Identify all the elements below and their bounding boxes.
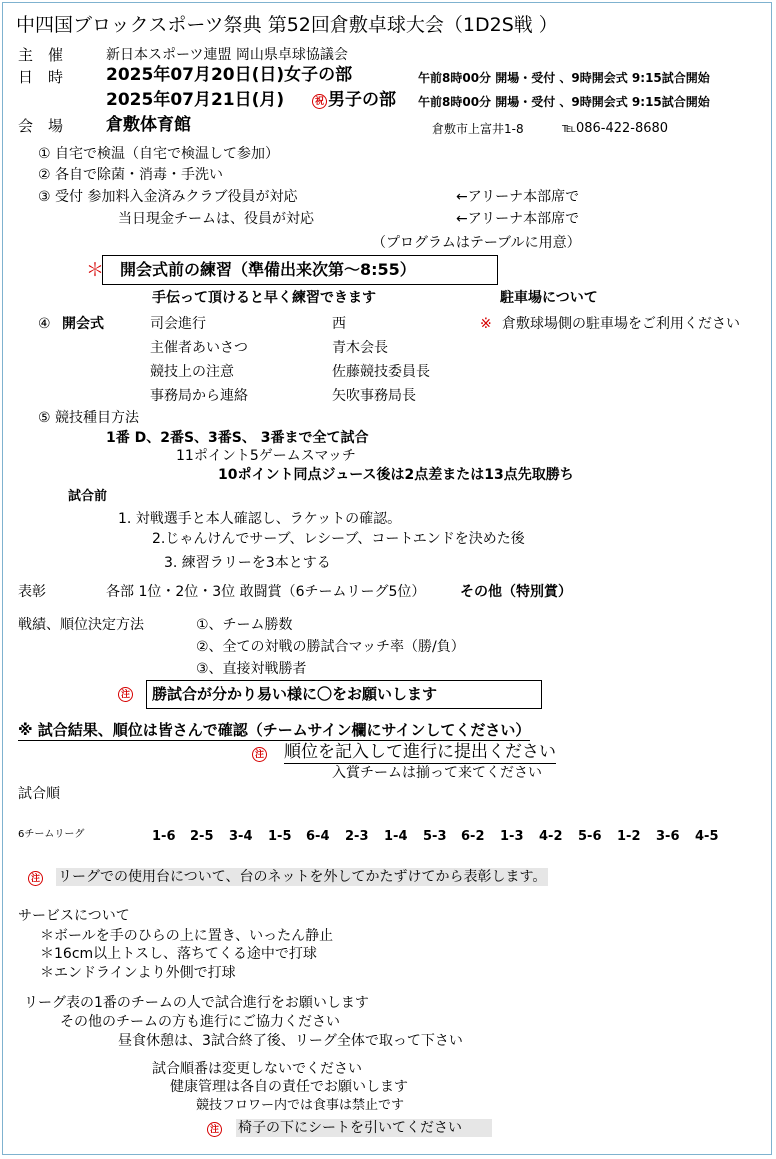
submit-note-text: 順位を記入して進行に提出ください bbox=[284, 742, 556, 762]
step-reception-note: ←アリーナ本部席で bbox=[456, 189, 580, 205]
match-order: 2-3 bbox=[345, 829, 369, 844]
ceremony-role: 司会進行 bbox=[150, 316, 206, 332]
ranking-1: ①、チーム勝数 bbox=[196, 617, 293, 633]
prematch-title: 試合前 bbox=[68, 489, 108, 504]
league-note-1: リーグ表の1番のチームの人で試合進行をお願いします bbox=[24, 995, 369, 1011]
match-order: 4-2 bbox=[539, 829, 563, 844]
prematch-step3: 3. 練習ラリーを3本とする bbox=[164, 555, 331, 571]
date-label: 日 時 bbox=[18, 68, 64, 86]
date-mens-time: 午前8時00分 開場・受付 、9時開会式 9:15試合開始 bbox=[418, 95, 710, 109]
note-icon: 注 bbox=[28, 871, 43, 886]
final-note: 競技フロワー内では食事は禁止です bbox=[196, 1098, 405, 1113]
asterisk-icon: ＊ bbox=[86, 260, 104, 281]
step-temperature: ① 自宅で検温（自宅で検温して参加） bbox=[38, 146, 279, 162]
award-label: 表彰 bbox=[18, 584, 46, 600]
ceremony-label: 開会式 bbox=[62, 316, 104, 332]
submit-note bbox=[284, 744, 556, 761]
match-order: 2-5 bbox=[190, 829, 214, 844]
date-womens: 2025年07月20日(日)女子の部 bbox=[106, 65, 353, 85]
method-line2: 11ポイント5ゲームスマッチ bbox=[176, 448, 356, 464]
match-order: 6-2 bbox=[461, 829, 485, 844]
match-order: 1-4 bbox=[384, 829, 408, 844]
match-order: 5-6 bbox=[578, 829, 602, 844]
results-note bbox=[18, 723, 530, 738]
serve-rule: ＊エンドラインより外側で打球 bbox=[40, 965, 236, 981]
final-note-seat: 椅子の下にシートを引いてください bbox=[236, 1119, 492, 1137]
match-order: 3-4 bbox=[229, 829, 253, 844]
ceremony-person: 西 bbox=[332, 316, 346, 332]
match-order: 1-3 bbox=[500, 829, 524, 844]
final-note: 健康管理は各自の責任でお願いします bbox=[170, 1079, 408, 1095]
winner-note: 入賞チームは揃って来てください bbox=[332, 765, 542, 781]
league-label: 6チームリーグ bbox=[18, 829, 85, 840]
match-order: 3-6 bbox=[656, 829, 680, 844]
step-cash: 当日現金チームは、役員が対応 bbox=[118, 211, 314, 227]
prematch-step1: 1. 対戦選手と本人確認し、ラケットの確認。 bbox=[118, 511, 402, 527]
ceremony-person: 佐藤競技委員長 bbox=[332, 364, 430, 380]
practice-text: 開会式前の練習（準備出来次第～8:55） bbox=[120, 260, 416, 279]
ceremony-role: 主催者あいさつ bbox=[150, 340, 248, 356]
match-order: 1-5 bbox=[268, 829, 292, 844]
step-reception: ③ 受付 参加料入金済みクラブ役員が対応 bbox=[38, 189, 298, 205]
venue-tel: ℡086-422-8680 bbox=[562, 121, 669, 136]
parking-title: 駐車場について bbox=[500, 290, 598, 306]
match-order: 5-3 bbox=[423, 829, 447, 844]
match-order: 6-4 bbox=[306, 829, 330, 844]
organizer: 新日本スポーツ連盟 岡山県卓球協議会 bbox=[106, 47, 348, 63]
serve-title: サービスについて bbox=[18, 908, 130, 924]
lunch-note: 昼食休憩は、3試合終了後、リーグ全体で取って下さい bbox=[118, 1033, 463, 1049]
step-cash-note: ←アリーナ本部席で bbox=[456, 211, 580, 227]
date-womens-time: 午前8時00分 開場・受付 、9時開会式 9:15試合開始 bbox=[418, 71, 710, 85]
serve-rule: ＊16cm以上トスし、落ちてくる途中で打球 bbox=[40, 946, 317, 962]
league-note-2: その他のチームの方も進行にご協力ください bbox=[60, 1014, 340, 1030]
ceremony-person: 矢吹事務局長 bbox=[332, 388, 416, 404]
parking-text: 倉敷球場側の駐車場をご利用ください bbox=[502, 316, 740, 332]
ceremony-number: ④ bbox=[38, 316, 51, 332]
organizer-label: 主 催 bbox=[18, 46, 64, 64]
final-note: 試合順番は変更しないでください bbox=[152, 1061, 362, 1077]
note-icon: 注 bbox=[118, 687, 133, 702]
prematch-step2: 2.じゃんけんでサーブ、レシーブ、コートエンドを決めた後 bbox=[152, 531, 525, 547]
ceremony-role: 事務局から連絡 bbox=[150, 388, 248, 404]
venue-address: 倉敷市上富井1-8 bbox=[432, 122, 524, 136]
ranking-3: ③、直接対戦勝者 bbox=[196, 661, 307, 677]
ranking-label: 戦績、順位決定方法 bbox=[18, 617, 144, 633]
practice-note: 手伝って頂けると早く練習できます bbox=[152, 290, 376, 306]
ranking-2: ②、全ての対戦の勝試合マッチ率（勝/負） bbox=[196, 639, 465, 655]
date-mens-division: 男子の部 bbox=[328, 90, 396, 110]
ceremony-role: 競技上の注意 bbox=[150, 364, 234, 380]
net-note: リーグでの使用台について、台のネットを外してかたずけてから表彰します。 bbox=[58, 869, 547, 885]
circle-note: 勝試合が分かり易い様に〇をお願いします bbox=[152, 685, 438, 703]
method-line1: 1番 D、2番S、3番S、 3番まで全て試合 bbox=[106, 430, 369, 446]
match-order: 4-5 bbox=[695, 829, 719, 844]
venue: 倉敷体育館 bbox=[106, 115, 191, 135]
match-order: 1-2 bbox=[617, 829, 641, 844]
note-icon: 注 bbox=[252, 747, 267, 762]
award-text: 各部 1位・2位・3位 敢闘賞（6チームリーグ5位） bbox=[106, 584, 426, 600]
method-title: ⑤ 競技種目方法 bbox=[38, 410, 140, 426]
note-icon: 注 bbox=[207, 1122, 222, 1137]
holiday-icon: 祝 bbox=[312, 94, 327, 109]
parking-mark: ※ bbox=[480, 316, 492, 332]
order-title: 試合順 bbox=[18, 786, 60, 802]
match-order: 1-6 bbox=[152, 829, 176, 844]
results-note-text: ※ 試合結果、順位は皆さんで確認（チームサイン欄にサインしてください） bbox=[18, 721, 531, 739]
serve-rule: ＊ボールを手のひらの上に置き、いったん静止 bbox=[40, 928, 334, 944]
page-title: 中四国ブロックスポーツ祭典 第52回倉敷卓球大会（1D2S戦 ） bbox=[16, 14, 558, 36]
method-line3: 10ポイント同点ジュース後は2点差または13点先取勝ち bbox=[218, 467, 574, 483]
date-mens bbox=[106, 92, 284, 109]
step-sanitize: ② 各自で除菌・消毒・手洗い bbox=[38, 167, 224, 183]
award-other: その他（特別賞） bbox=[460, 584, 572, 600]
ceremony-person: 青木会長 bbox=[332, 340, 388, 356]
venue-label: 会 場 bbox=[18, 117, 64, 135]
program-note: （プログラムはテーブルに用意） bbox=[372, 235, 581, 251]
date-mens-date: 2025年07月21日(月) bbox=[106, 90, 285, 110]
